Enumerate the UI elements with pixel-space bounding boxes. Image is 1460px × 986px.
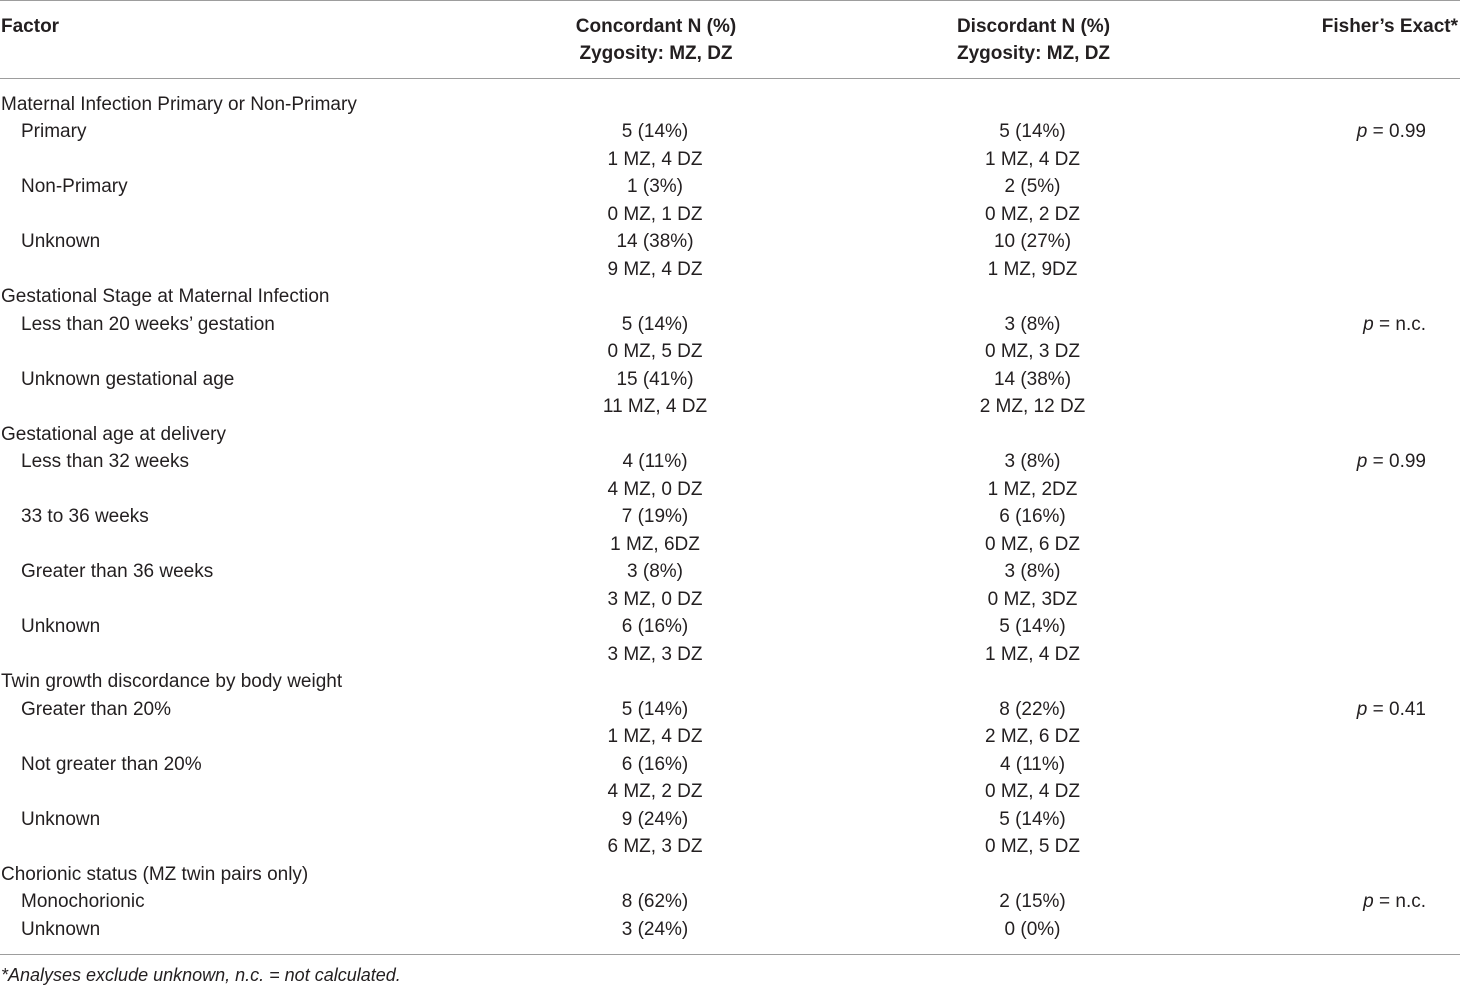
p-value: = n.c. <box>1373 891 1426 913</box>
header-discordant-line2: Zygosity: MZ, DZ <box>956 43 1111 64</box>
concordant-cell: 4 MZ, 2 DZ <box>607 781 703 803</box>
p-value: = n.c. <box>1373 313 1426 335</box>
factor-label: 33 to 36 weeks <box>21 506 149 528</box>
table-group-row <box>0 91 1460 119</box>
discordant-cell: 3 (8%) <box>1004 313 1061 335</box>
table-bottom-rule <box>0 954 1460 955</box>
table-row <box>0 806 1460 834</box>
table-row <box>0 339 1460 367</box>
factor-label: Primary <box>21 121 87 143</box>
p-symbol: p <box>1356 698 1368 720</box>
table-row <box>0 916 1460 944</box>
concordant-cell: 15 (41%) <box>616 368 694 390</box>
discordant-cell: 0 MZ, 5 DZ <box>984 836 1080 858</box>
header-concordant-line1: Concordant N (%) <box>575 16 737 37</box>
discordant-cell: 2 (15%) <box>999 891 1066 913</box>
p-symbol: p <box>1356 451 1368 473</box>
table-row <box>0 586 1460 614</box>
header-concordant <box>561 13 751 67</box>
concordant-cell: 1 (3%) <box>627 176 683 198</box>
concordant-cell: 3 (8%) <box>627 561 683 583</box>
discordant-cell: 6 (16%) <box>999 506 1066 528</box>
discordant-cell: 2 MZ, 6 DZ <box>984 726 1080 748</box>
concordant-cell: 3 (24%) <box>621 918 689 940</box>
header-discordant-line1: Discordant N (%) <box>956 16 1111 37</box>
p-value: = 0.99 <box>1367 121 1426 143</box>
table-row <box>0 834 1460 862</box>
table-row <box>0 201 1460 229</box>
p-symbol: p <box>1363 891 1374 913</box>
header-factor: Factor <box>1 16 60 37</box>
discordant-cell: 0 MZ, 3 DZ <box>984 341 1080 363</box>
discordant-cell: 0 MZ, 6 DZ <box>984 533 1080 555</box>
factor-label: Unknown gestational age <box>21 368 235 390</box>
table-row <box>0 449 1460 477</box>
discordant-cell: 0 MZ, 3DZ <box>987 588 1078 610</box>
group-label: Gestational age at delivery <box>1 423 226 445</box>
concordant-cell: 4 MZ, 0 DZ <box>607 478 703 500</box>
table-row <box>0 366 1460 394</box>
concordant-cell: 8 (62%) <box>621 891 689 913</box>
concordant-cell: 3 MZ, 0 DZ <box>607 588 703 610</box>
discordant-cell: 3 (8%) <box>1004 561 1061 583</box>
concordant-cell: 5 (14%) <box>621 121 689 143</box>
concordant-cell: 5 (14%) <box>621 313 689 335</box>
p-symbol: p <box>1356 121 1368 143</box>
discordant-cell: 4 (11%) <box>999 753 1066 775</box>
table-row <box>0 394 1460 422</box>
concordant-cell: 6 MZ, 3 DZ <box>607 836 703 858</box>
concordant-cell: 1 MZ, 4 DZ <box>607 726 703 748</box>
concordant-cell: 1 MZ, 6DZ <box>610 533 700 555</box>
table-row <box>0 256 1460 284</box>
table-row <box>0 889 1460 917</box>
table-group-row <box>0 421 1460 449</box>
table-row <box>0 696 1460 724</box>
header-concordant-line2: Zygosity: MZ, DZ <box>579 43 733 64</box>
table-group-row <box>0 669 1460 697</box>
discordant-cell: 1 MZ, 4 DZ <box>984 148 1080 170</box>
header-discordant <box>941 13 1126 67</box>
discordant-cell: 3 (8%) <box>1004 451 1061 473</box>
fisher-cell <box>1125 699 1460 721</box>
header-fisher: Fisher’s Exact* <box>1321 16 1458 37</box>
table-row <box>0 504 1460 532</box>
factor-label: Unknown <box>21 616 101 638</box>
discordant-cell: 1 MZ, 2DZ <box>987 478 1078 500</box>
factor-label: Unknown <box>21 808 101 830</box>
discordant-cell: 2 MZ, 12 DZ <box>979 396 1086 418</box>
factor-label: Non-Primary <box>21 176 128 198</box>
table-footnote: *Analyses exclude unknown, n.c. = not calculated. <box>1 964 401 985</box>
concordant-cell: 7 (19%) <box>621 506 689 528</box>
p-value: = 0.41 <box>1367 698 1426 720</box>
table-row <box>0 229 1460 257</box>
discordant-cell: 0 (0%) <box>1004 918 1061 940</box>
table-body <box>0 79 1460 944</box>
p-value: = 0.99 <box>1367 451 1426 473</box>
factor-label: Monochorionic <box>21 891 145 913</box>
table-row <box>0 311 1460 339</box>
table-row <box>0 724 1460 752</box>
discordant-cell: 0 MZ, 4 DZ <box>984 781 1080 803</box>
concordant-cell: 6 (16%) <box>621 616 689 638</box>
group-label: Maternal Infection Primary or Non-Primary <box>1 93 357 115</box>
group-label: Gestational Stage at Maternal Infection <box>1 286 330 308</box>
fisher-cell <box>1125 121 1460 143</box>
fisher-cell <box>1125 891 1460 913</box>
table-row <box>0 146 1460 174</box>
table-row <box>0 751 1460 779</box>
factor-label: Greater than 20% <box>21 698 171 720</box>
discordant-cell: 5 (14%) <box>999 616 1066 638</box>
concordant-cell: 1 MZ, 4 DZ <box>607 148 703 170</box>
discordant-cell: 14 (38%) <box>993 368 1072 390</box>
table-row <box>0 641 1460 669</box>
factor-label: Unknown <box>21 231 101 253</box>
discordant-cell: 2 (5%) <box>1004 176 1061 198</box>
discordant-cell: 0 MZ, 2 DZ <box>984 203 1080 225</box>
concordant-cell: 11 MZ, 4 DZ <box>602 396 708 418</box>
discordant-cell: 1 MZ, 9DZ <box>987 258 1078 280</box>
concordant-cell: 3 MZ, 3 DZ <box>607 643 703 665</box>
concordant-cell: 6 (16%) <box>621 753 689 775</box>
factor-label: Unknown <box>21 918 101 940</box>
fisher-cell <box>1125 314 1460 336</box>
concordant-cell: 0 MZ, 1 DZ <box>607 203 703 225</box>
concordant-cell: 9 MZ, 4 DZ <box>607 258 703 280</box>
fisher-cell <box>1125 451 1460 473</box>
discordant-cell: 10 (27%) <box>993 231 1072 253</box>
table-header <box>0 1 1460 78</box>
table-row <box>0 531 1460 559</box>
table-row <box>0 174 1460 202</box>
discordant-cell: 5 (14%) <box>999 121 1066 143</box>
concordant-cell: 14 (38%) <box>616 231 694 253</box>
factor-label: Less than 20 weeks’ gestation <box>21 313 275 335</box>
concordant-cell: 9 (24%) <box>621 808 689 830</box>
group-label: Chorionic status (MZ twin pairs only) <box>1 863 309 885</box>
factor-label: Not greater than 20% <box>21 753 202 775</box>
concordant-cell: 0 MZ, 5 DZ <box>607 341 703 363</box>
concordant-cell: 4 (11%) <box>622 451 688 473</box>
table-group-row <box>0 284 1460 312</box>
factor-label: Less than 32 weeks <box>21 451 189 473</box>
table-row <box>0 614 1460 642</box>
discordant-cell: 5 (14%) <box>999 808 1066 830</box>
table-row <box>0 559 1460 587</box>
concordant-cell: 5 (14%) <box>621 698 689 720</box>
factor-label: Greater than 36 weeks <box>21 561 214 583</box>
discordant-cell: 8 (22%) <box>999 698 1066 720</box>
table-row <box>0 119 1460 147</box>
group-label: Twin growth discordance by body weight <box>1 671 343 693</box>
discordant-cell: 1 MZ, 4 DZ <box>984 643 1080 665</box>
p-symbol: p <box>1363 313 1374 335</box>
table-row <box>0 779 1460 807</box>
table-row <box>0 476 1460 504</box>
table-group-row <box>0 861 1460 889</box>
